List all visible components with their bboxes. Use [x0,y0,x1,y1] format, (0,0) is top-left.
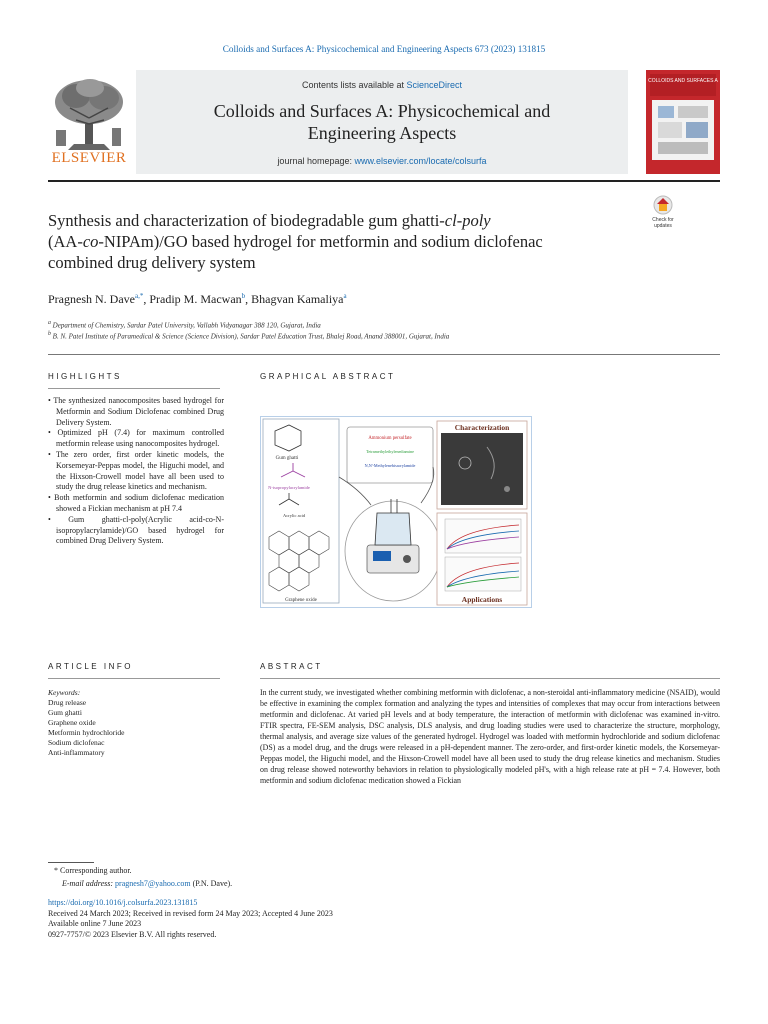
highlights-heading: HIGHLIGHTS [48,372,122,381]
author-macwan[interactable]: , Pradip M. Macwan [143,292,242,306]
label-graphene-oxide: Graphene oxide [285,598,317,603]
keyword-item: Drug release [48,698,87,707]
keywords-label: Keywords: [48,688,81,697]
footnote-rule [48,862,94,863]
journal-reference-link[interactable]: Colloids and Surfaces A: Physicochemical and Engineering Aspects 673 (2023) 131815 [222,44,546,54]
online-date: Available online 7 June 2023 [48,919,142,928]
highlight-item: • The zero order, first order kinetic models, the Korsemeyar-Peppas model, the Higuchi model, and the Hixson-Crowell model have all been used to study the drug release kinetics and mechanism. [48,450,224,493]
highlight-item: • The synthesized nanocomposites based hydrogel for Metformin and Sodium Diclofenac combined Drug Delivery System. [48,396,224,428]
header-rule [48,180,720,182]
author-dave[interactable]: Pragnesh N. Dave [48,292,135,306]
highlight-item: • Gum ghatti-cl-poly(Acrylic acid-co-N-isopropylacrylamide)/GO based hydrogel for combined Drug Delivery System. [48,515,224,547]
highlights-rule [48,388,220,389]
label-nipam: N-isopropylacrylamide [268,485,310,490]
label-characterization: Characterization [454,423,510,432]
keyword-item: Gum ghatti [48,708,82,717]
keyword-item: Graphene oxide [48,718,96,727]
highlight-item: • Both metformin and sodium diclofenac medication showed a Fickian mechanism at pH 7.4 [48,493,224,515]
graphical-abstract-heading: GRAPHICAL ABSTRACT [260,372,396,381]
affiliation-b: $^b$ B. N. Patel Institute of Paramedical & Science (Science Division), Sardar Patel Education Trust, Bhalej Road, Anand 388001, Gujarat, India [48,331,450,341]
corresponding-author-note: * Corresponding author. [54,866,132,875]
journal-homepage: journal homepage: www.elsevier.com/locate/colsurfa [277,156,487,166]
abstract-text: In the current study, we investigated whether combining metformin with diclofenac, a non-steroidal anti-inflammatory medicine (NSAID), would be effective in examining the complex formation and analyzing the types and intensities of complexes that may occur from interactions between metformin and diclofenac. At varied pH levels and at body temperature, the interaction of metformin with diclofenac was examined in-vitro. FTIR spectra, FE-SEM analysis, DSC analysis, DLS analysis, and drug loading studies were used to characterize the structure, morphology, thermal analysis, and average size values of the generated hydrogel. Hydrogel was loaded with metformin hydrochloride and sodium diclofenac (DS) as a model drug, and the drugs were released in a pH-dependent manner. The zero-order, and first-order kinetic models, the Korsemeyar-Peppas model, the Higuchi model, and the Hixson-Crowell model have all been used to study the drug release kinetics and mechanism. Studies on drug release showed noteworthy behaviors in relation to physiologically modeled pH's, with a high release rate at pH = 7.4. However, both metformin and sodium diclofenac medication showed a Fickian [260,688,720,785]
email-line: E-mail address: pragnesh7@yahoo.com (P.N. Dave). [62,879,233,888]
cover-title: COLLOIDS AND SURFACES A [648,78,718,84]
label-applications: Applications [461,595,503,604]
homepage-link[interactable]: www.elsevier.com/locate/colsurfa [354,156,487,166]
check-for-updates-badge[interactable] [648,194,678,230]
copyright-line: 0927-7757/© 2023 Elsevier B.V. All rights reserved. [48,929,217,939]
reagent-temed: Tetramethylethylenediamine [366,449,414,454]
author-kamaliya[interactable]: , Bhagvan Kamaliya [245,292,344,306]
highlight-item: • Optimized pH (7.4) for maximum controlled metformin release using nanocomposites hydrogel. [48,428,224,450]
abstract-rule [260,678,720,679]
contents-line: Contents lists available at ScienceDirect [301,80,463,90]
author-list: Pragnesh N. Dave$^{a,*}$, Pradip M. Macwan$^b$, Bhagvan Kamaliya$^a$ [48,292,347,306]
article-info-rule [48,678,220,679]
reagent-aps: Ammonium persulfate [368,436,412,441]
journal-title: Colloids and Surfaces A: Physicochemical and Engineering Aspects [213,101,551,143]
article-info-heading: ARTICLE INFO [48,662,133,671]
abstract-heading: ABSTRACT [260,662,323,671]
label-gum-ghatti: Gum ghatti [275,456,299,461]
affiliation-a: $^a$ Department of Chemistry, Sardar Patel University, Vallabh Vidyanagar 388 120, Gujarat, India [48,320,321,330]
affiliation-rule [48,354,720,355]
email-link[interactable]: pragnesh7@yahoo.com [115,879,191,888]
label-acrylic-acid: Acrylic acid [283,513,306,518]
keyword-item: Metformin hydrochloride [48,728,125,737]
doi-link[interactable]: https://doi.org/10.1016/j.colsurfa.2023.131815 [48,898,198,907]
publication-info [48,898,333,940]
badge-line1: Check for [652,217,674,223]
badge-line2: updates [654,223,672,229]
keyword-item: Sodium diclofenac [48,738,105,747]
received-dates: Received 24 March 2023; Received in revised form 24 May 2023; Accepted 4 June 2023 [48,908,333,918]
keywords-list [48,698,124,758]
article-title: Synthesis and characterization of biodegradable gum ghatti-cl-poly (AA-co-NIPAm)/GO based hydrogel for metformin and sodium diclofenac combined drug delivery system [48,211,543,272]
elsevier-wordmark[interactable]: ELSEVIER [51,150,127,166]
graphical-abstract-figure[interactable] [260,416,532,608]
sciencedirect-link[interactable]: ScienceDirect [406,80,463,90]
reagent-mba: N,N'-Methylenebisacrylamide [364,463,416,468]
highlights-list [48,396,224,547]
journal-cover-image[interactable] [646,70,720,174]
keyword-item: Anti-inflammatory [48,748,105,757]
masthead [48,70,720,174]
masthead-center [136,70,628,174]
